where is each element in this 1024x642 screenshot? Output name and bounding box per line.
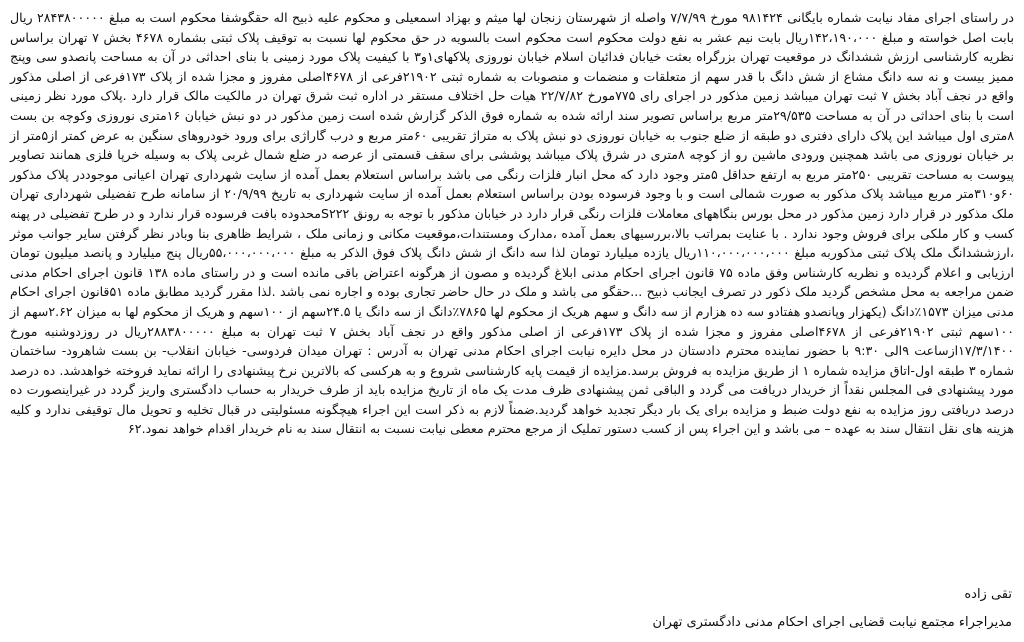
signatory-name: تقی زاده [964, 587, 1012, 602]
auction-notice [10, 8, 1014, 638]
notice-body-text: در راستای اجرای مفاد نیابت شماره بایگانی ۹۸۱۴۲۴ مورخ ۷/۷/۹۹ واصله از شهرستان زنجان لها میثم و بهزاد اسمعیلی و محکوم علیه ذبیح اله حقگوشفا محکوم است به مبلغ ۲۸۴۳۸۰۰۰۰۰ ریال بابت اصل خواسته و مبلغ ۱۴۲،۱۹۰،۰۰۰ریال بابت نیم عشر به نفع دولت محکوم است محکوم است بالسویه در حق محکوم لها نسبت به توقیف پلاک ثبتی بشماره ۴۶۷۸ بخش ۷ تهران براساس نظریه کارشناسی ارزش ششدانگ در موقعیت تهران بزرگراه بعثت خیابان فدائیان اسلام خیابان نوروزی پلاکهای۱و۳ با کیفیت پلاک مورد زمینی با بنای احداثی در آن به مساحت پانصدو سی وپنج ممیز بیست و نه سه دانگ مشاع از شش دانگ با قدر سهم از متعلقات و منضمات و منصوبات به شماره ثبتی ۲۱۹۰۲فرعی از ۴۶۷۸اصلی مفروز و مجزا شده از پلاک ۱۷۳فرعی از اصلی مذکور واقع در نجف آباد بخش ۷ ثبت تهران میباشد زمین مذکور در اجرای رای ۷۷۵مورخ ۲۲/۷/۸۲ هیات حل اختلاف مستقر در اداره ثبت شرق تهران در مالکیت مالک قرار دارد .پلاک مورد نظر زمینی است با بنای احداثی در آن به مساحت ۲۹/۵۳۵متر مربع براساس تصویر سند ارائه شده به شماره فوق الذکر گزارش شده است زمین مذکور در دو نبش خیابان ۱۶متری نوروزی وکوچه بن بست ۸متری اول میباشد این پلاک دارای دفتری دو طبقه از ضلع جنوب به خیابان نوروزی دو نبش پلاک به متراژ تقریبی ۶۰متر مربع و درب گاراژی برای ورود خودروهای سنگین به عرض کمتر از۵متر از بر خیابان نوروزی می باشد همچنین ورودی ماشین رو از کوچه ۸متری در شرق پلاک میباشد پوششی برای سقف قسمتی از عرصه در ضلع شمال غربی پلاک به وسیله خرپا فلزی همانند تصاویر پیوست به مساحت تقریبی ۲۵۰متر مربع به ارتفع حداقل ۵متر وجود دارد که محل انبار فلزات رنگی می باشد براساس استعلام بعمل آمده از سایت شهرداری تهران اعیانی موجوددر پلاک مذکور ۶۰و۳۱۰متر مربع میباشد پلاک مذکور به صورت شمالی است و با وجود فرسوده بودن براساس استعلام بعمل آمده از سایت شهرداری به تاریخ ۲۰/۹/۹۹ از سامانه طرح تفضیلی شهرداری تهران ملک مذکور در قرار دارد زمین مذکور در محل بورس بنگاههای معاملات فلزات رنگی قرار دارد در خیابان مذکور با توجه به رونق S۲۲۲محدوده بافت فرسوده قرار ندارد و در طرح تفضیلی در پهنه کسب و کار ملکی برای فروش وجود ندارد . با عنایت بمراتب بالا،بررسیهای بعمل آمده ،مدارک ومستندات،موقعیت مکانی و زمانی ملک ، شرایط ظاهری بنا وبادر نظر گرفتن سایر جوانب موثر ،ارزششدانگ ملک پلاک ثبتی مذکوربه مبلغ ۱۱۰،۰۰۰،۰۰۰،۰۰۰ریال یازده میلیارد تومان لذا سه دانگ از شش دانگ پلاک فوق الذکر به مبلغ ۵۵،۰۰۰،۰۰۰،۰۰۰ریال پنج میلیارد و پانصد میلیون تومان ارزیابی و اعلام گردیده و نظریه کارشناس وفق ماده ۷۵ قانون اجرای احکام مدنی ابلاغ گردیده و مصون از هرگونه اعتراض باقی مانده است و در راستای ماده ۱۳۸ قانون اجرای احکام مدنی ضمن مراجعه به محل مشخص گردید ملک ذکور در تصرف ایجانب ذبیح ...حقگو می باشد و ملک در حال حاضر تجاری بوده و اجاره نمی باشد .لذا مقرر گردید مطابق ماده ۵۱قانون اجرای احکام مدنی میزان ۱۵۷۳٪دانگ (یکهزار وپانصدو هفتادو سه ده هزارم از سه دانگ و سهم هریک از محکوم لها ۷۸۶۵٪دانگ از سه دانگ یا ۲۴.۵سهم از ۱۰۰سهم و هریک از محکوم لها به میزان ۲.۶۲سهم از ۱۰۰سهم ثبتی ۲۱۹۰۲فرعی از ۴۶۷۸اصلی مفروز و مجزا شده از پلاک ۱۷۳فرعی از اصلی مذکور واقع در نجف آباد بخش ۷ ثبت تهران به مبلغ ۲۸۸۳۸۰۰۰۰۰ریال در روزدوشنبه مورخ ۱۷/۳/۱۴۰۰ازساعت ۹الی ۹:۳۰ با حضور نماینده محترم دادستان در محل دایره نیابت اجرای احکام مدنی تهران به آدرس : تهران میدان فردوسی- خیابان انقلاب- بن بست شاهرود- ساختمان شماره ۳ طبقه اول-اتاق مزایده شماره ۱ از طریق مزایده به فروش برسد.مزایده از قیمت پایه کارشناسی شروع و به هرکسی که بالاترین نرخ پیشنهادی را ارائه نماید فروخته خواهدشد. ده درصد مورد پیشنهادی فی المجلس نقداً از خریدار دریافت می گردد و الباقی ثمن پیشنهادی ظرف مدت یک ماه از تاریخ مزایده باید از طرف خریدار به حساب دادگستری واریز گردد در غیراینصورت ده درصد دریافتی روز مزایده به نفع دولت ضبط و مزایده برای یک بار دیگر تجدید خواهد گردید.ضمناً لازم به ذکر است این اجراء هیچگونه مسئولیتی در قبال تخلیه و تحویل مال توقیفی ندارد و کلیه هزینه های نقل انتقال سند به عهده – می باشد و این اجراء پس از کسب دستور تملیک از مرجع محترم معطی نیابت نسبت به انتقال سند به نام خریدار اقدام خواهد نمود.۶۲ [10, 10, 1015, 437]
signatory-title: مدیراجراء مجتمع نیابت قضایی اجرای احکام مدنی دادگستری تهران [652, 615, 1012, 630]
